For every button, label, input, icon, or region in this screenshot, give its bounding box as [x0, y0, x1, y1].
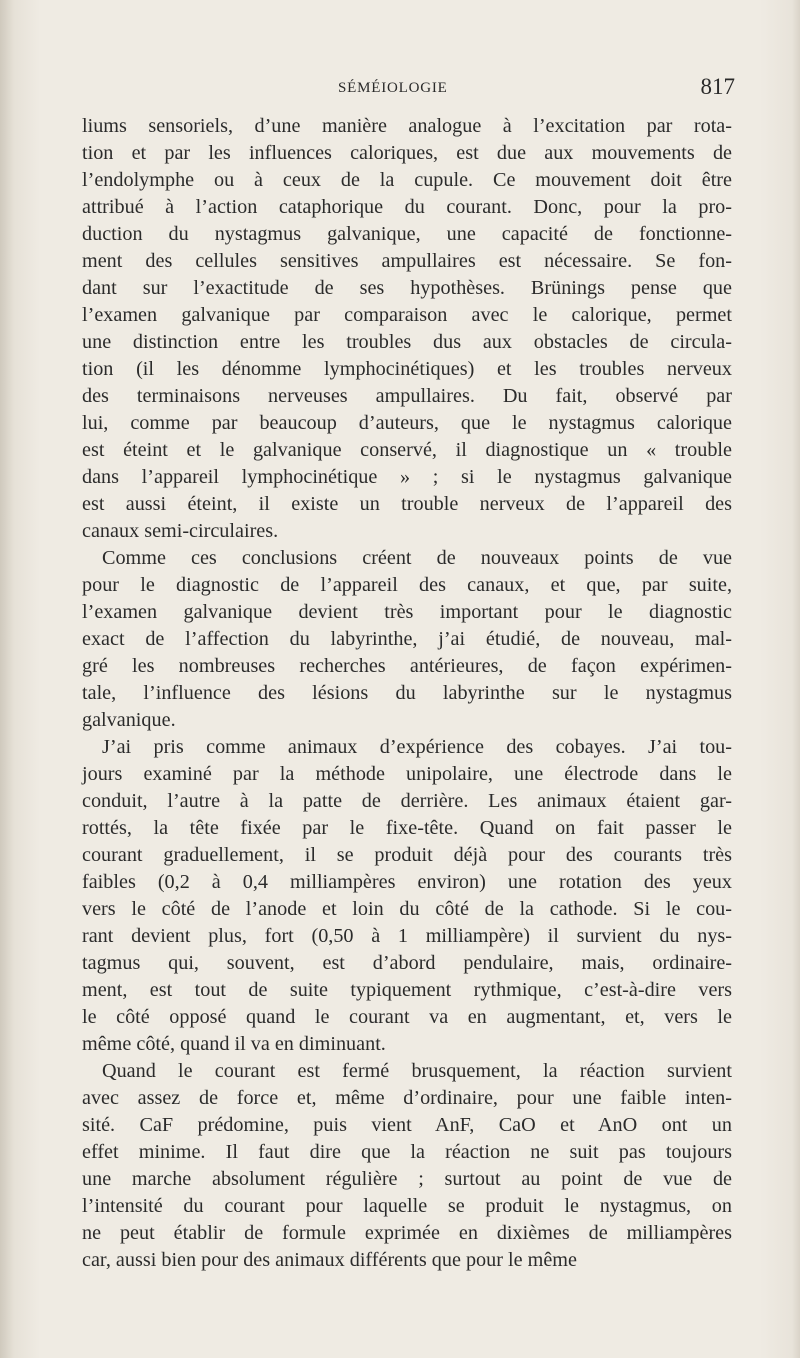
text-line: le côté opposé quand le courant va en augmentant, et, vers le: [82, 1006, 732, 1028]
text-line: gré les nombreuses recherches antérieures, de façon expérimen-: [82, 655, 732, 677]
text-line: canaux semi-circulaires.: [82, 520, 279, 542]
running-title: SÉMÉIOLOGIE: [338, 80, 448, 96]
text-line: l’intensité du courant pour laquelle se produit le nystagmus, on: [82, 1195, 732, 1217]
text-line: sité. CaF prédomine, puis vient AnF, CaO et AnO ont un: [82, 1114, 732, 1136]
body-text: [82, 113, 732, 1274]
text-line: dans l’appareil lymphocinétique » ; si le nystagmus galvanique: [82, 466, 732, 488]
text-line: une marche absolument régulière ; surtout au point de vue de: [82, 1168, 732, 1190]
text-line: est aussi éteint, il existe un trouble nerveux de l’appareil des: [82, 493, 732, 515]
page-header: [80, 74, 735, 104]
text-line: exact de l’affection du labyrinthe, j’ai étudié, de nouveau, mal-: [82, 628, 732, 650]
text-line: des terminaisons nerveuses ampullaires. Du fait, observé par: [82, 385, 732, 407]
text-line: l’endolymphe ou à ceux de la cupule. Ce mouvement doit être: [82, 169, 732, 191]
text-line: J’ai pris comme animaux d’expérience des cobayes. J’ai tou-: [102, 736, 732, 758]
text-line: ment des cellules sensitives ampullaires est nécessaire. Se fon-: [82, 250, 732, 272]
text-line: conduit, l’autre à la patte de derrière. Les animaux étaient gar-: [82, 790, 732, 812]
text-line: Comme ces conclusions créent de nouveaux points de vue: [102, 547, 732, 569]
text-line: vers le côté de l’anode et loin du côté de la cathode. Si le cou-: [82, 898, 732, 920]
text-line: rant devient plus, fort (0,50 à 1 milliampère) il survient du nys-: [82, 925, 732, 947]
text-line: une distinction entre les troubles dus aux obstacles de circula-: [82, 331, 732, 353]
text-line: car, aussi bien pour des animaux différents que pour le même: [82, 1249, 577, 1271]
text-line: tale, l’influence des lésions du labyrinthe sur le nystagmus: [82, 682, 732, 704]
text-line: courant graduellement, il se produit déjà pour des courants très: [82, 844, 732, 866]
text-line: pour le diagnostic de l’appareil des canaux, et que, par suite,: [82, 574, 732, 596]
page-number: 817: [700, 74, 735, 99]
text-line: rottés, la tête fixée par le fixe-tête. Quand on fait passer le: [82, 817, 732, 839]
text-line: tion (il les dénomme lymphocinétiques) et les troubles nerveux: [82, 358, 732, 380]
text-line: faibles (0,2 à 0,4 milliampères environ) une rotation des yeux: [82, 871, 732, 893]
text-line: dant sur l’exactitude de ses hypothèses. Brünings pense que: [82, 277, 732, 299]
text-line: est éteint et le galvanique conservé, il diagnostique un « trouble: [82, 439, 732, 461]
text-line: tion et par les influences caloriques, est due aux mouvements de: [82, 142, 732, 164]
text-line: effet minime. Il faut dire que la réaction ne suit pas toujours: [82, 1141, 732, 1163]
text-line: duction du nystagmus galvanique, une capacité de fonctionne-: [82, 223, 732, 245]
text-line: tagmus qui, souvent, est d’abord pendulaire, mais, ordinaire-: [82, 952, 732, 974]
text-line: liums sensoriels, d’une manière analogue à l’excitation par rota-: [82, 115, 732, 137]
text-line: Quand le courant est fermé brusquement, la réaction survient: [102, 1060, 732, 1082]
text-line: l’examen galvanique devient très important pour le diagnostic: [82, 601, 732, 623]
text-line: jours examiné par la méthode unipolaire, une électrode dans le: [82, 763, 732, 785]
text-line: lui, comme par beaucoup d’auteurs, que le nystagmus calorique: [82, 412, 732, 434]
text-line: ne peut établir de formule exprimée en dixièmes de milliampères: [82, 1222, 732, 1244]
text-line: galvanique.: [82, 709, 176, 731]
text-line: ment, est tout de suite typiquement rythmique, c’est-à-dire vers: [82, 979, 732, 1001]
text-line: avec assez de force et, même d’ordinaire, pour une faible inten-: [82, 1087, 732, 1109]
text-line: l’examen galvanique par comparaison avec le calorique, permet: [82, 304, 732, 326]
text-line: attribué à l’action cataphorique du courant. Donc, pour la pro-: [82, 196, 732, 218]
text-line: même côté, quand il va en diminuant.: [82, 1033, 386, 1055]
